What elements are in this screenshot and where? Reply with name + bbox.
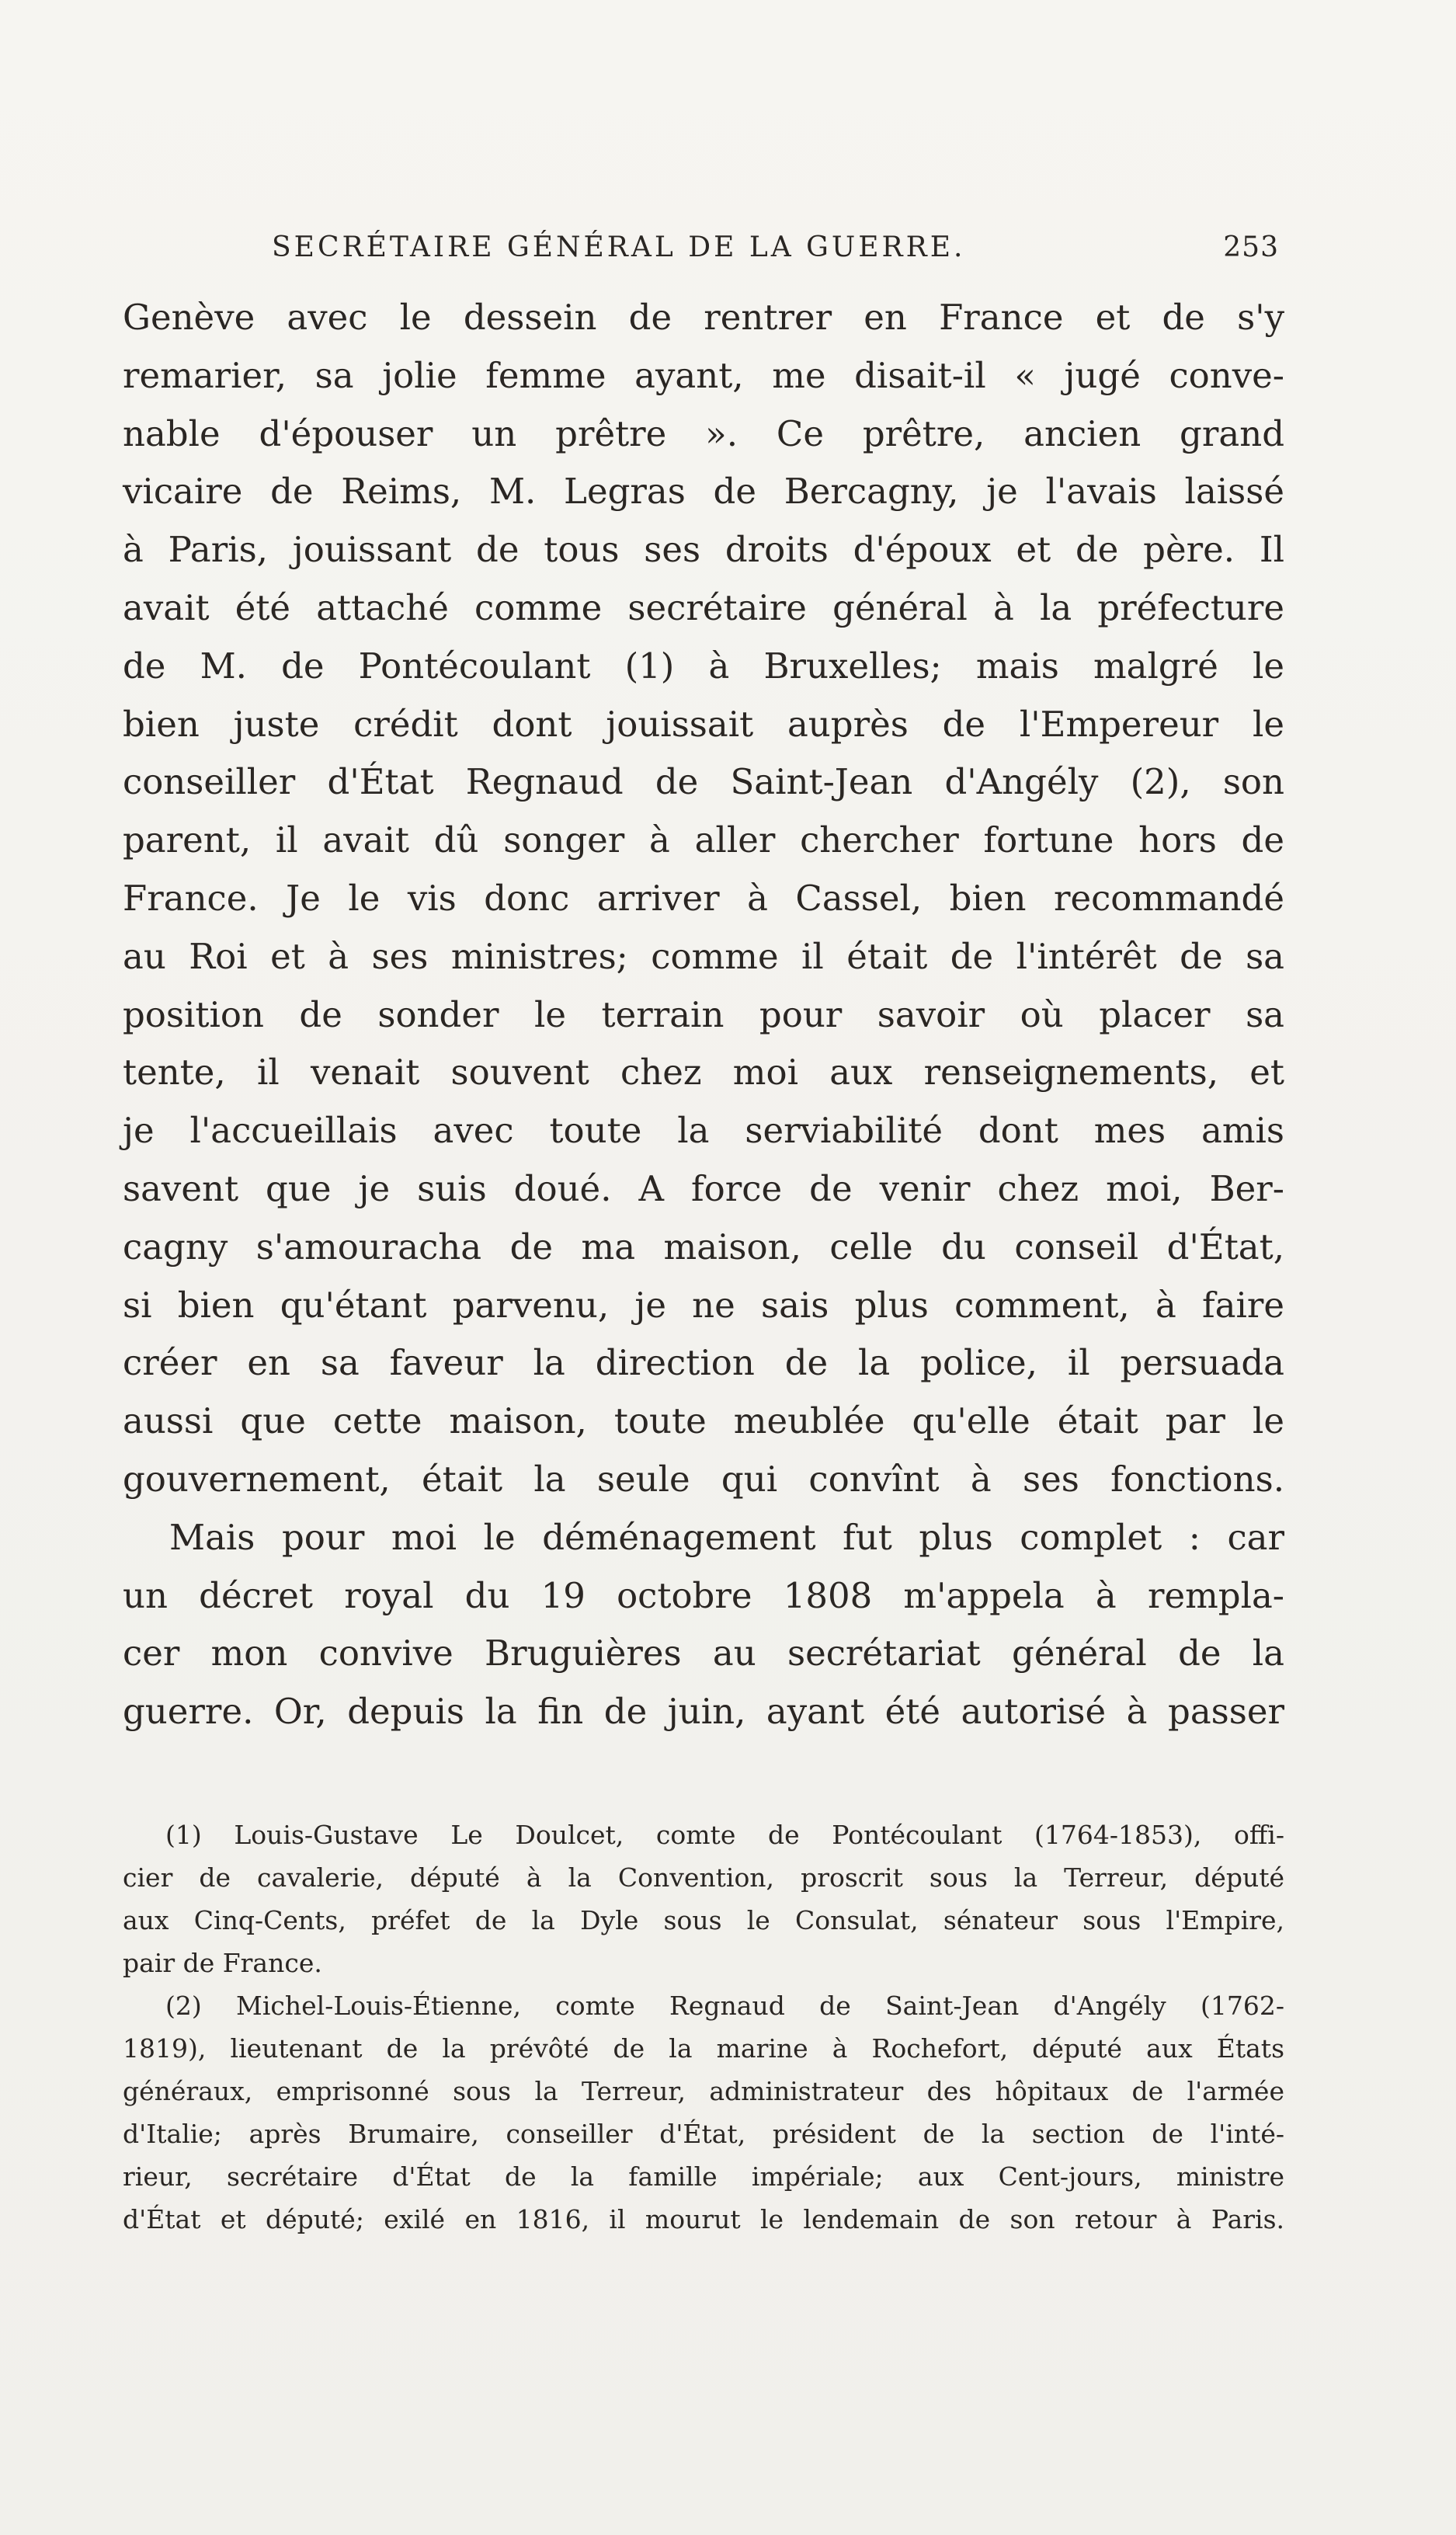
- text-line: Genève avec le dessein de rentrer en France et de s'y: [123, 297, 1284, 338]
- text-line: cer mon convive Bruguières au secrétariat général de la: [123, 1633, 1284, 1674]
- text-line: France. Je le vis donc arriver à Cassel, bien recommandé: [123, 877, 1284, 919]
- footnote-line: d'Italie; après Brumaire, conseiller d'État, président de la section de l'inté-: [123, 2119, 1284, 2149]
- text-line: savent que je suis doué. A force de venir chez moi, Ber-: [123, 1167, 1284, 1209]
- text-line: à Paris, jouissant de tous ses droits d'époux et de père. Il: [123, 529, 1284, 571]
- footnote-line: d'État et député; exilé en 1816, il mourut le lendemain de son retour à Paris.: [123, 2204, 1284, 2234]
- footnote-line: cier de cavalerie, député à la Convention, proscrit sous la Terreur, député: [123, 1862, 1284, 1893]
- footnote-line: pair de France.: [123, 1948, 322, 1978]
- text-line: je l'accueillais avec toute la serviabilité dont mes amis: [123, 1110, 1284, 1152]
- text-line: créer en sa faveur la direction de la police, il persuada: [123, 1342, 1284, 1384]
- text-line: position de sonder le terrain pour savoir où placer sa: [123, 993, 1284, 1035]
- text-line: si bien qu'étant parvenu, je ne sais plus comment, à faire: [123, 1284, 1284, 1326]
- footnote-line: rieur, secrétaire d'État de la famille impériale; aux Cent-jours, ministre: [123, 2161, 1284, 2192]
- footnote-line: (2) Michel-Louis-Étienne, comte Regnaud de Saint-Jean d'Angély (1762-: [165, 1991, 1284, 2021]
- text-line: au Roi et à ses ministres; comme il était de l'intérêt de sa: [123, 935, 1284, 977]
- running-title: SECRÉTAIRE GÉNÉRAL DE LA GUERRE.: [272, 231, 966, 263]
- footnote-line: 1819), lieutenant de la prévôté de la marine à Rochefort, député aux États: [123, 2033, 1284, 2064]
- text-line: conseiller d'État Regnaud de Saint-Jean d'Angély (2), son: [123, 761, 1284, 803]
- footnotes: [123, 1813, 1284, 2241]
- text-line: aussi que cette maison, toute meublée qu'elle était par le: [123, 1400, 1284, 1442]
- text-line: bien juste crédit dont jouissait auprès de l'Empereur le: [123, 703, 1284, 745]
- text-line: un décret royal du 19 octobre 1808 m'appela à rempla-: [123, 1574, 1284, 1616]
- footnote-line: (1) Louis-Gustave Le Doulcet, comte de Pontécoulant (1764-1853), offi-: [165, 1820, 1284, 1850]
- page-number: 253: [1223, 231, 1279, 263]
- text-line: Mais pour moi le déménagement fut plus complet : car: [169, 1516, 1284, 1558]
- text-line: cagny s'amouracha de ma maison, celle du conseil d'État,: [123, 1226, 1284, 1268]
- text-line: vicaire de Reims, M. Legras de Bercagny, je l'avais laissé: [123, 471, 1284, 513]
- footnote-line: généraux, emprisonné sous la Terreur, administrateur des hôpitaux de l'armée: [123, 2076, 1284, 2106]
- text-line: nable d'épouser un prêtre ». Ce prêtre, ancien grand: [123, 412, 1284, 454]
- page-header: [120, 225, 1285, 272]
- text-line: de M. de Pontécoulant (1) à Bruxelles; mais malgré le: [123, 645, 1284, 687]
- text-line: avait été attaché comme secrétaire général à la préfecture: [123, 586, 1284, 628]
- footnote-line: aux Cinq-Cents, préfet de la Dyle sous le Consulat, sénateur sous l'Empire,: [123, 1905, 1284, 1935]
- text-line: tente, il venait souvent chez moi aux renseignements, et: [123, 1052, 1284, 1094]
- text-line: guerre. Or, depuis la fin de juin, ayant été autorisé à passer: [123, 1691, 1284, 1733]
- text-line: gouvernement, était la seule qui convînt à ses fonctions.: [123, 1458, 1284, 1500]
- body-text: [123, 289, 1284, 1741]
- text-line: parent, il avait dû songer à aller chercher fortune hors de: [123, 819, 1284, 861]
- text-line: remarier, sa jolie femme ayant, me disait-il « jugé conve-: [123, 354, 1284, 396]
